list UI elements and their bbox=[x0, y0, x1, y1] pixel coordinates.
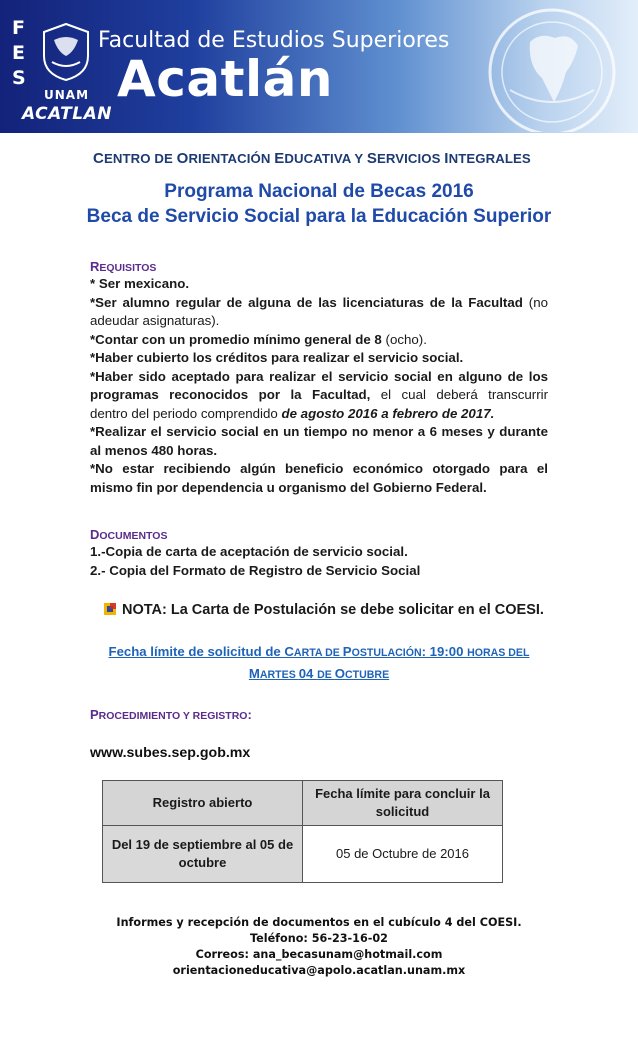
nota-text: NOTA: La Carta de Postulación se debe solicitar en el COESI. bbox=[122, 602, 544, 618]
centro-cap: C bbox=[93, 150, 104, 167]
table-header-row bbox=[103, 781, 503, 826]
footer-email-2: orientacioneducativa@apolo.acatlan.unam.mx bbox=[172, 964, 466, 977]
requisito-item: *Realizar el servicio social en un tiempo no menor a 6 meses y durante bbox=[90, 424, 548, 439]
requisitos-list bbox=[90, 275, 548, 497]
fes-letters bbox=[12, 16, 34, 91]
unam-label: UNAM bbox=[44, 88, 90, 102]
centro-rest: ENTRO DE bbox=[103, 151, 177, 166]
footer-email-1: Correos: ana_becasunam@hotmail.com bbox=[195, 948, 443, 961]
centro-rest: RIENTACIÓN bbox=[188, 151, 275, 166]
requisito-item-cont: al menos 480 horas. bbox=[90, 442, 218, 458]
faculty-subtitle: Facultad de Estudios Superiores bbox=[98, 28, 450, 53]
requisito-item: *Contar con un promedio mínimo general de 8 (ocho). bbox=[90, 331, 427, 347]
heading-colon: : bbox=[247, 707, 252, 722]
unam-seal-small-icon bbox=[40, 22, 92, 82]
heading-cap: D bbox=[90, 527, 100, 542]
table-cell: Del 19 de septiembre al 05 de octubre bbox=[103, 826, 303, 883]
heading-cap: R bbox=[90, 259, 100, 274]
table-row bbox=[103, 826, 503, 883]
documento-item: 2.- Copia del Formato de Registro de Servicio Social bbox=[90, 562, 421, 578]
documento-item: 1.-Copia de carta de aceptación de servicio social. bbox=[90, 544, 408, 559]
centro-cap: S bbox=[366, 150, 377, 167]
requisitos-heading bbox=[90, 259, 156, 274]
logo-letter-s: S bbox=[12, 67, 26, 89]
requisito-item-cont: adeudar asignaturas). bbox=[90, 313, 220, 328]
centro-rest: DUCATIVA Y bbox=[284, 151, 367, 166]
footer-info: Informes y recepción de documentos en el cubículo 4 del COESI. bbox=[116, 916, 522, 929]
program-title: Programa Nacional de Becas 2016 bbox=[164, 181, 474, 202]
procedimiento-heading bbox=[90, 707, 252, 722]
heading-cap: P bbox=[90, 707, 99, 722]
centro-cap: E bbox=[274, 150, 285, 167]
documentos-list bbox=[90, 543, 548, 580]
nota-line bbox=[104, 602, 544, 618]
unam-seal-icon bbox=[470, 2, 635, 132]
centro-cap: I bbox=[444, 150, 449, 167]
faculty-title: Acatlán bbox=[117, 50, 333, 108]
requisito-item-cont: programas reconocidos por la Facultad, el cual deberá transcurrir bbox=[90, 387, 548, 402]
centro-rest: NTEGRALES bbox=[448, 151, 531, 166]
note-bullet-icon bbox=[104, 603, 116, 615]
requisito-item: * Ser mexicano. bbox=[90, 276, 190, 291]
registration-table bbox=[102, 780, 503, 883]
heading-rest: EQUISITOS bbox=[99, 262, 157, 274]
logo-letter-e: E bbox=[12, 42, 25, 64]
deadline-line-2: MARTES 04 DE OCTUBRE bbox=[248, 666, 390, 681]
centro-heading bbox=[93, 150, 531, 167]
requisito-item: *Haber cubierto los créditos para realizar el servicio social. bbox=[90, 350, 464, 365]
heading-rest: OCUMENTOS bbox=[99, 530, 168, 542]
centro-cap: O bbox=[176, 150, 189, 167]
table-header-cell: Registro abierto bbox=[103, 781, 303, 826]
requisito-item-cont: dentro del periodo comprendido de agosto 2016 a febrero de 2017. bbox=[90, 405, 495, 421]
requisito-item: *No estar recibiendo algún beneficio económico otorgado para el bbox=[90, 461, 548, 476]
table-cell: 05 de Octubre de 2016 bbox=[303, 826, 503, 883]
requisito-item: *Ser alumno regular de alguna de las licenciaturas de la Facultad (no bbox=[90, 294, 548, 310]
deadline-line-1: Fecha límite de solicitud de CARTA DE POSTULACIÓN: 19:00 HORAS DEL bbox=[108, 644, 530, 659]
acatlan-logo-label: ACATLAN bbox=[22, 104, 112, 124]
heading-rest: ROCEDIMIENTO Y REGISTRO bbox=[98, 710, 248, 722]
subes-url: www.subes.sep.gob.mx bbox=[90, 745, 251, 761]
fes-acatlan-logo bbox=[12, 16, 112, 124]
documentos-heading bbox=[90, 527, 167, 542]
requisito-item-cont: mismo fin por dependencia u organismo del Gobierno Federal. bbox=[90, 479, 487, 495]
header-banner bbox=[0, 0, 638, 133]
requisito-item: *Haber sido aceptado para realizar el servicio social en alguno de los bbox=[90, 368, 548, 384]
logo-letter-f: F bbox=[12, 17, 25, 39]
table-header-cell: Fecha límite para concluir la solicitud bbox=[303, 781, 503, 826]
centro-rest: ERVICIOS bbox=[376, 151, 445, 166]
program-subtitle: Beca de Servicio Social para la Educación Superior bbox=[86, 206, 552, 227]
footer-phone: Teléfono: 56-23-16-02 bbox=[250, 932, 388, 945]
